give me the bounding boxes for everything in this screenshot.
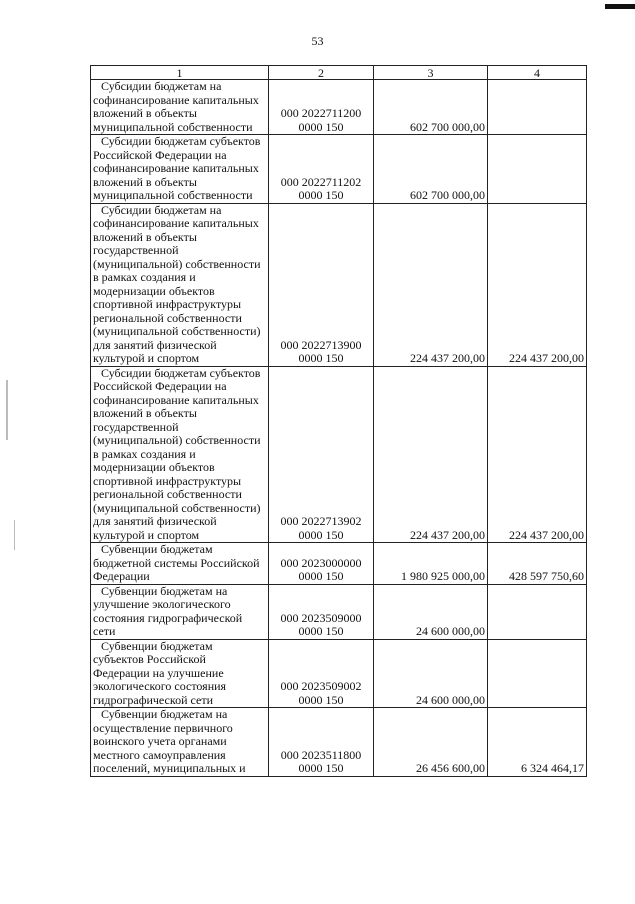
budget-table	[90, 65, 587, 777]
budget-code-line: 000 2023509002	[280, 679, 362, 693]
budget-code-line: 000 2022713902	[280, 514, 362, 528]
row-name-line: (муниципальной) собственности	[93, 256, 261, 271]
budget-code-line: 000 2023509000	[280, 610, 362, 625]
budget-code-line: 0000 150	[298, 119, 344, 134]
row-name-line: в рамках создания и	[93, 270, 196, 284]
table-row	[91, 584, 587, 639]
amount-col4-cell	[488, 80, 587, 135]
row-name-line: состояния гидрографической	[93, 610, 243, 625]
row-name-line: Субсидии бюджетам на	[101, 79, 222, 93]
row-name-line: для занятий физической	[93, 337, 217, 352]
row-name-line: модернизации объектов	[93, 460, 215, 474]
budget-code-line: 0000 150	[298, 569, 344, 583]
table-row	[91, 639, 587, 708]
row-name-line: (муниципальной) собственности	[93, 433, 261, 447]
budget-code-cell	[269, 366, 374, 543]
row-name-line: софинансирование капитальных	[93, 92, 259, 107]
row-name-line: вложений в объекты	[93, 174, 197, 189]
budget-code-line: 0000 150	[298, 527, 344, 542]
column-header: 4	[488, 66, 587, 80]
amount-total-cell: 26 456 600,00	[374, 708, 488, 777]
budget-code-line: 000 2023000000	[280, 555, 362, 570]
budget-code-line: 0000 150	[298, 188, 344, 202]
row-name-line: Российской Федерации на	[93, 147, 227, 162]
amount-total-cell: 24 600 000,00	[374, 639, 488, 708]
amount-col4-cell: 224 437 200,00	[488, 203, 587, 366]
row-name-line: Российской Федерации на	[93, 379, 227, 393]
budget-code-line: 000 2022713900	[280, 337, 362, 352]
row-name-line: местного самоуправления	[93, 747, 226, 762]
row-name-line: Субсидии бюджетам субъектов	[101, 134, 261, 148]
scan-corner-mark	[605, 4, 635, 9]
amount-col4-cell: 224 437 200,00	[488, 366, 587, 543]
row-name-line: воинского учета органами	[93, 734, 227, 748]
table-header-row	[91, 66, 587, 80]
budget-code-line: 000 2022711200	[280, 106, 362, 120]
row-name-line: сети	[93, 624, 116, 638]
row-name-line: государственной	[93, 419, 179, 434]
amount-total-cell: 602 700 000,00	[374, 135, 488, 204]
budget-code-cell	[269, 639, 374, 708]
row-name-line: улучшение экологического	[93, 597, 231, 611]
row-name-line: (муниципальной собственности)	[93, 500, 261, 515]
budget-code-cell	[269, 135, 374, 204]
row-name-line: Федерации на улучшение	[93, 665, 224, 680]
row-name-line: для занятий физической	[93, 514, 217, 528]
row-name-line: государственной	[93, 243, 179, 257]
amount-total-cell: 1 980 925 000,00	[374, 543, 488, 585]
amount-col4-cell	[488, 584, 587, 639]
row-name-line: Субвенции бюджетам на	[101, 583, 228, 598]
row-name-cell	[91, 203, 269, 366]
row-name-cell	[91, 708, 269, 777]
row-name-line: в рамках создания и	[93, 446, 196, 461]
column-header: 1	[91, 66, 269, 80]
row-name-line: софинансирование капитальных	[93, 216, 259, 230]
row-name-line: софинансирование капитальных	[93, 161, 259, 175]
row-name-cell	[91, 584, 269, 639]
row-name-cell	[91, 639, 269, 708]
budget-code-cell	[269, 203, 374, 366]
budget-code-line: 0000 150	[298, 624, 344, 638]
row-name-cell	[91, 135, 269, 204]
amount-total-cell: 602 700 000,00	[374, 80, 488, 135]
row-name-line: Субсидии бюджетам на	[101, 202, 222, 217]
row-name-line: осуществление первичного	[93, 720, 233, 735]
row-name-line: Субсидии бюджетам субъектов	[101, 365, 261, 380]
table-row	[91, 543, 587, 585]
amount-col4-cell: 6 324 464,17	[488, 708, 587, 777]
row-name-line: Субвенции бюджетам	[101, 542, 213, 556]
row-name-line: Федерации	[93, 569, 150, 583]
row-name-cell	[91, 543, 269, 585]
budget-code-line: 000 2023511800	[280, 747, 362, 762]
row-name-line: культурой и спортом	[93, 351, 200, 365]
row-name-line: спортивной инфраструктуры	[93, 297, 242, 311]
table-row	[91, 366, 587, 543]
table-row	[91, 203, 587, 366]
row-name-cell	[91, 366, 269, 543]
budget-code-line: 000 2022711202	[280, 174, 362, 189]
row-name-cell	[91, 80, 269, 135]
scan-artifact	[14, 520, 15, 550]
row-name-line: Субвенции бюджетам	[101, 638, 213, 653]
budget-code-line: 0000 150	[298, 761, 344, 775]
amount-col4-cell	[488, 135, 587, 204]
row-name-line: вложений в объекты	[93, 229, 197, 244]
row-name-line: софинансирование капитальных	[93, 392, 259, 407]
budget-code-line: 0000 150	[298, 692, 344, 707]
row-name-line: гидрографической сети	[93, 692, 213, 707]
row-name-line: региональной собственности	[93, 487, 242, 501]
table-row	[91, 80, 587, 135]
amount-col4-cell: 428 597 750,60	[488, 543, 587, 585]
amount-total-cell: 224 437 200,00	[374, 203, 488, 366]
table-row	[91, 135, 587, 204]
amount-total-cell: 24 600 000,00	[374, 584, 488, 639]
row-name-line: субъектов Российской	[93, 652, 206, 666]
row-name-line: Субвенции бюджетам на	[101, 707, 228, 721]
amount-col4-cell	[488, 639, 587, 708]
row-name-line: спортивной инфраструктуры	[93, 473, 242, 488]
row-name-line: культурой и спортом	[93, 527, 200, 542]
column-header: 3	[374, 66, 488, 80]
row-name-line: (муниципальной собственности)	[93, 324, 261, 338]
amount-total-cell: 224 437 200,00	[374, 366, 488, 543]
scan-artifact	[6, 380, 8, 440]
row-name-line: муниципальной собственности	[93, 188, 253, 202]
row-name-line: региональной собственности	[93, 310, 242, 325]
table-row	[91, 708, 587, 777]
row-name-line: поселений, муниципальных и	[93, 761, 246, 775]
row-name-line: экологического состояния	[93, 679, 227, 693]
budget-code-line: 0000 150	[298, 351, 344, 365]
budget-code-cell	[269, 543, 374, 585]
row-name-line: муниципальной собственности	[93, 119, 253, 134]
row-name-line: вложений в объекты	[93, 406, 197, 420]
row-name-line: бюджетной системы Российской	[93, 555, 260, 570]
row-name-line: модернизации объектов	[93, 283, 215, 298]
budget-code-cell	[269, 80, 374, 135]
page-number: 53	[311, 34, 324, 48]
row-name-line: вложений в объекты	[93, 106, 197, 120]
budget-code-cell	[269, 584, 374, 639]
budget-code-cell	[269, 708, 374, 777]
column-header: 2	[269, 66, 374, 80]
